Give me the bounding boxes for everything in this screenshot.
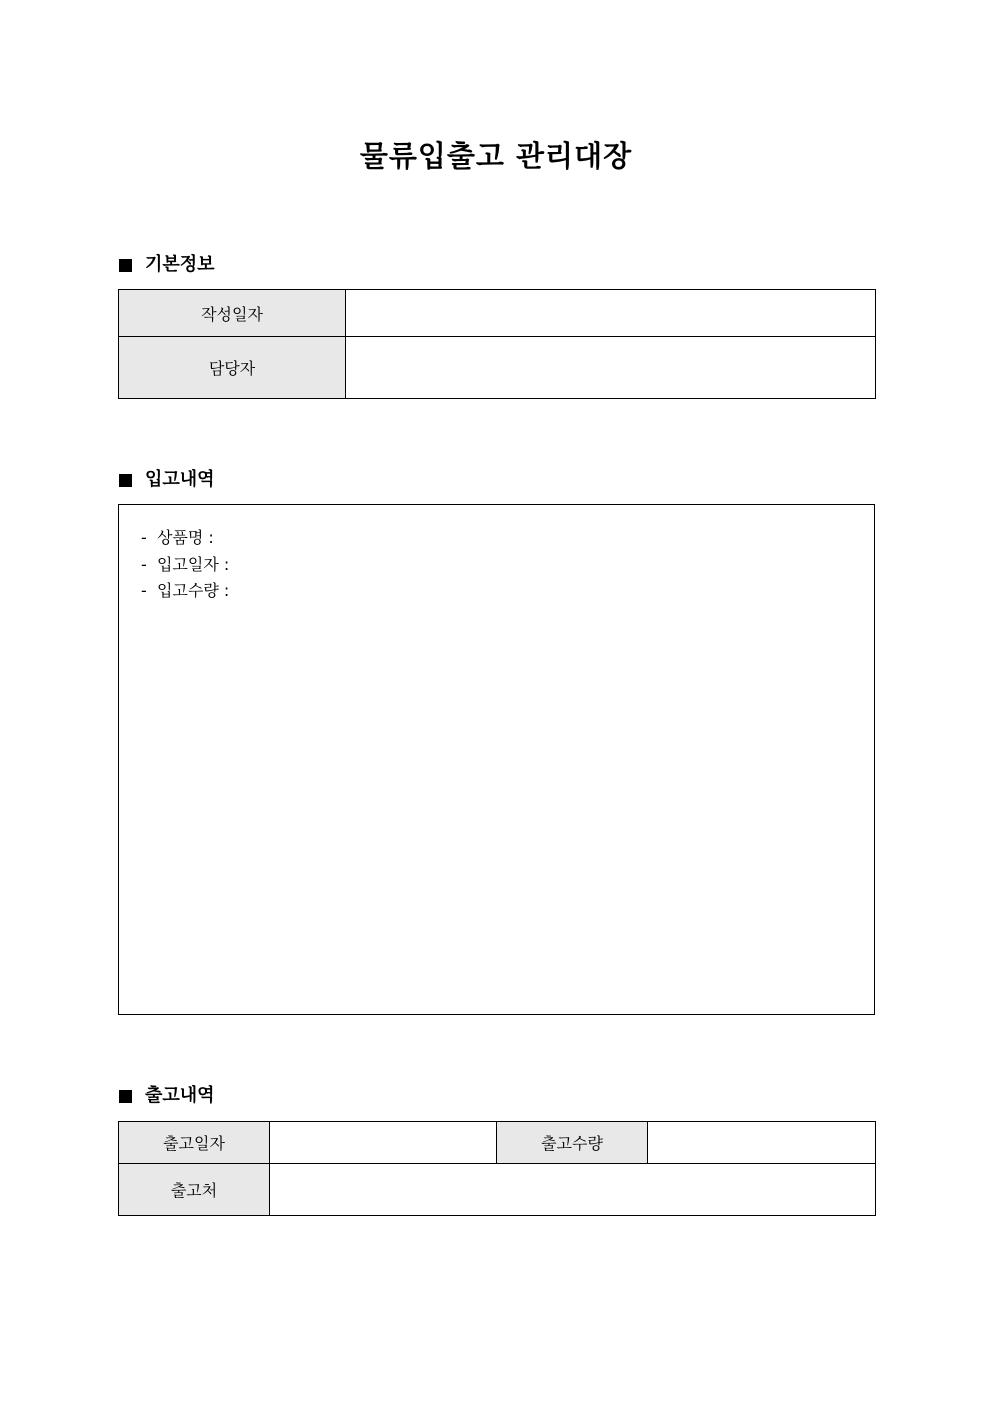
incoming-item-list <box>141 525 229 605</box>
section-heading-outgoing <box>119 1083 215 1109</box>
outgoing-quantity-field[interactable] <box>648 1122 876 1164</box>
label-cell-outgoing-quantity: 출고수량 <box>497 1122 648 1164</box>
section-heading-label: 출고내역 <box>145 1085 215 1106</box>
section-heading-label: 기본정보 <box>145 254 215 275</box>
table-row <box>119 1122 876 1164</box>
manager-field[interactable] <box>346 337 876 399</box>
label-cell-created-date: 작성일자 <box>119 290 346 337</box>
table-row <box>119 290 876 337</box>
section-heading-basic-info <box>119 252 215 278</box>
label-cell-manager: 담당자 <box>119 337 346 399</box>
black-square-icon <box>119 474 132 487</box>
list-item-incoming-quantity: - 입고수량 : <box>141 581 230 600</box>
incoming-details-box[interactable] <box>118 504 875 1015</box>
outgoing-table <box>118 1121 876 1216</box>
page-title: 물류입출고 관리대장 <box>359 139 633 173</box>
section-heading-label: 입고내역 <box>145 469 215 490</box>
label-cell-destination: 출고처 <box>119 1164 270 1216</box>
basic-info-table <box>118 289 876 399</box>
outgoing-date-field[interactable] <box>270 1122 497 1164</box>
created-date-field[interactable] <box>346 290 876 337</box>
list-item-incoming-date: - 입고일자 : <box>141 554 230 574</box>
destination-field[interactable] <box>270 1164 876 1216</box>
black-square-icon <box>119 259 132 272</box>
list-item-product-name: - 상품명 : <box>141 528 214 547</box>
black-square-icon <box>119 1090 132 1103</box>
label-cell-outgoing-date: 출고일자 <box>119 1122 270 1164</box>
table-row <box>119 337 876 399</box>
table-row <box>119 1164 876 1216</box>
section-heading-incoming <box>119 467 215 493</box>
